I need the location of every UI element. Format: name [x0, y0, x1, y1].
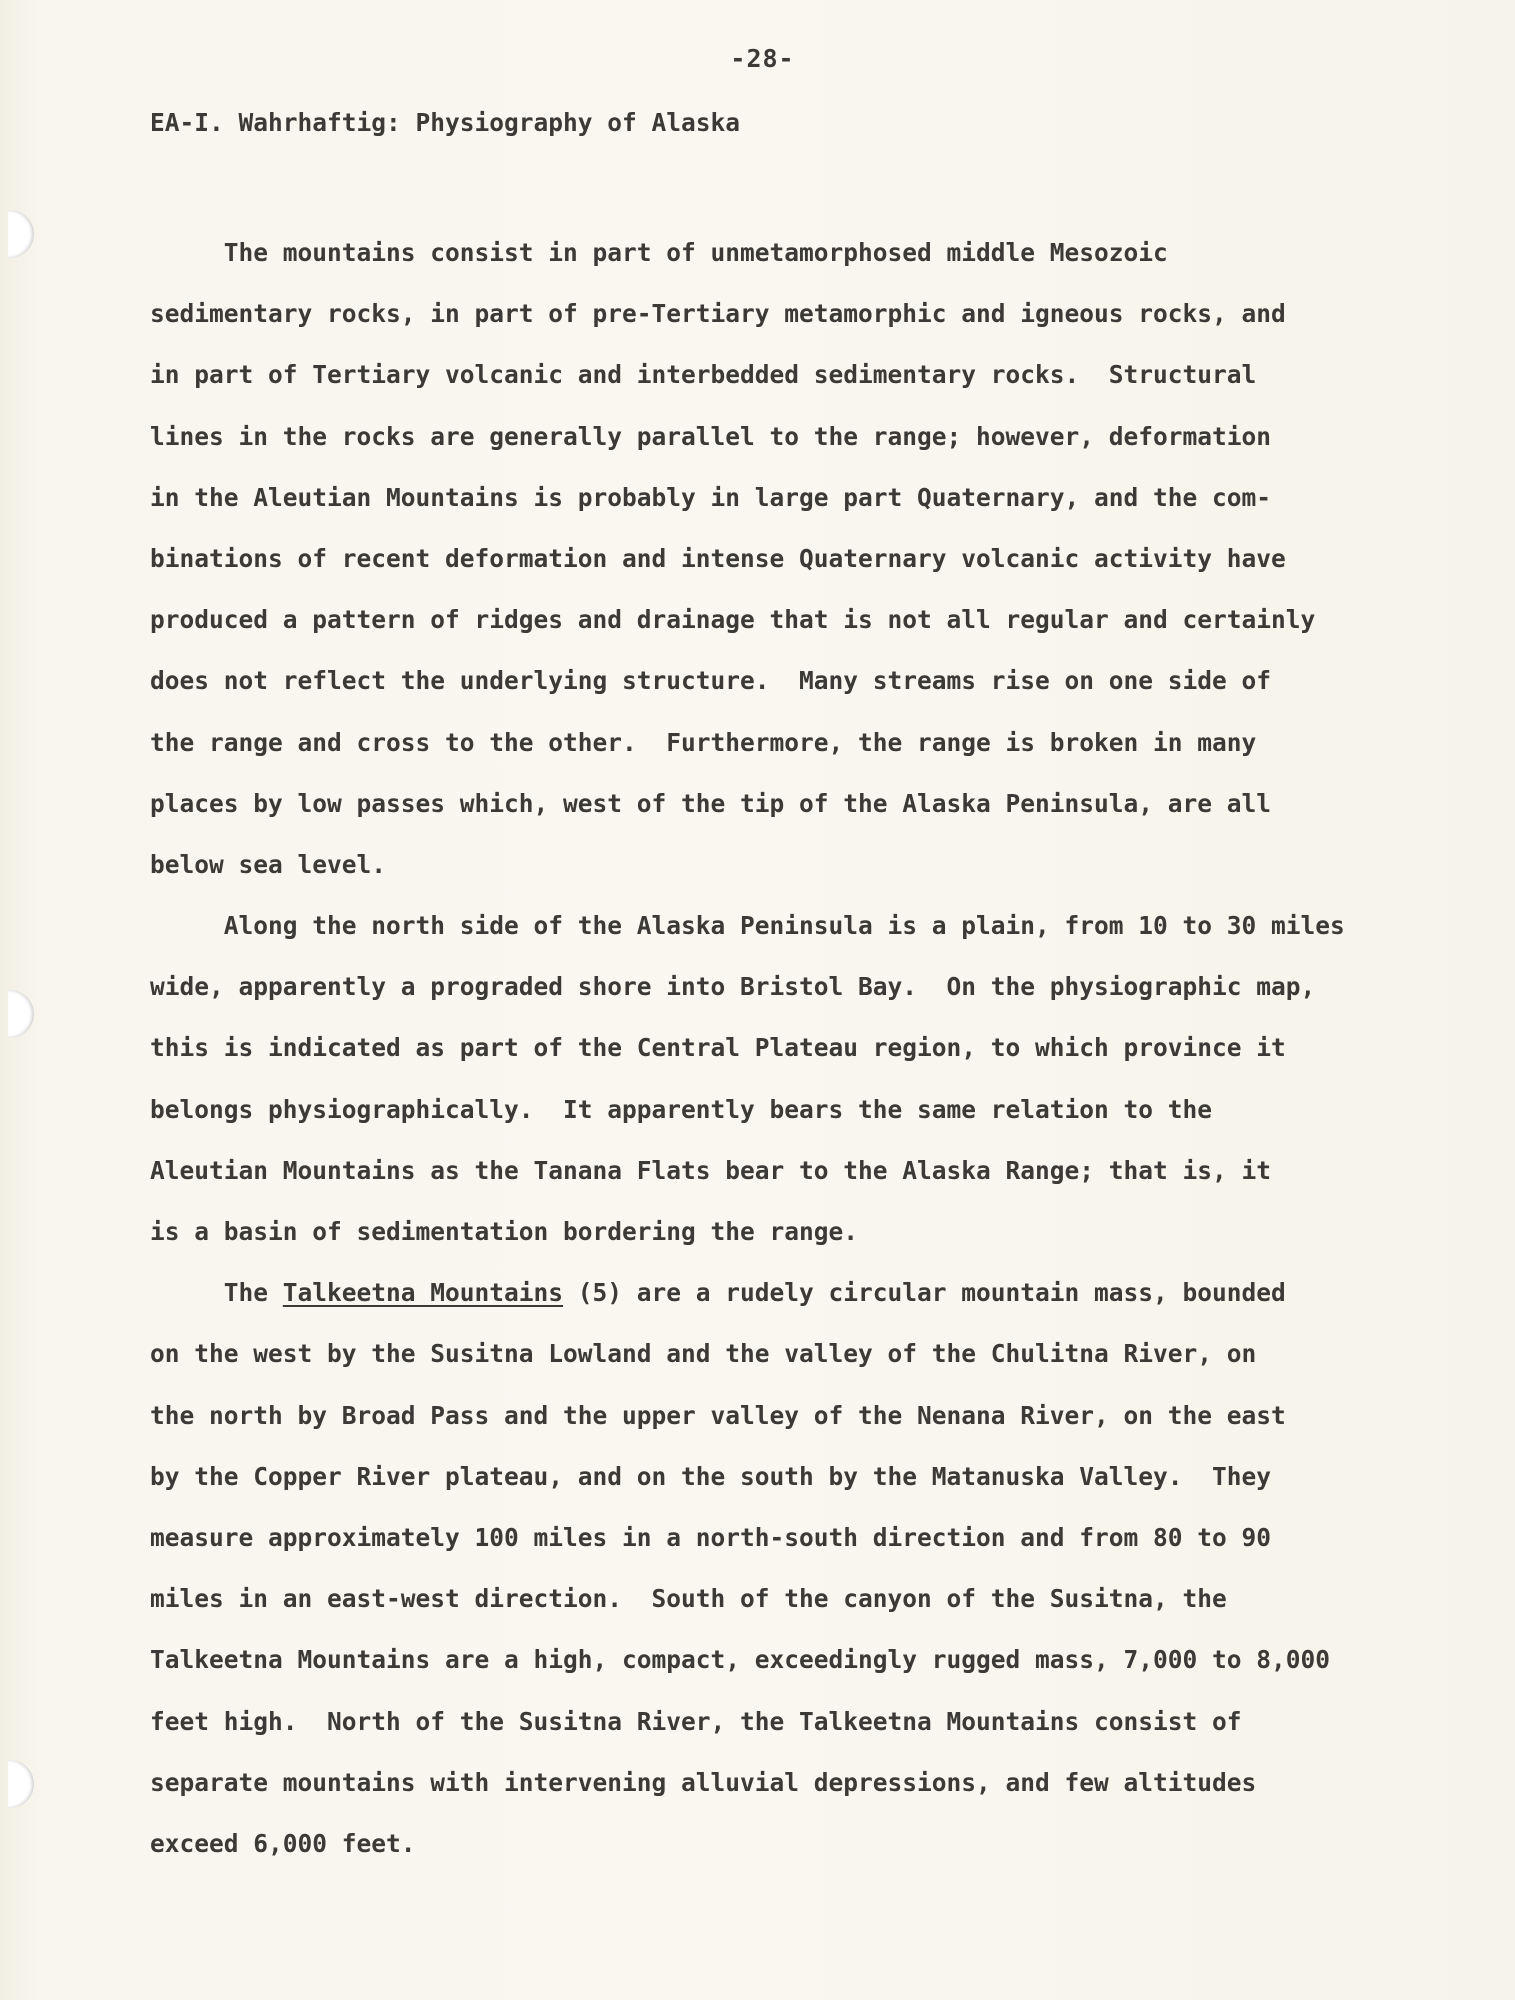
text-line: places by low passes which, west of the tip of the Alaska Peninsula, are all [150, 788, 1272, 818]
text-line: belongs physiographically. It apparently bears the same relation to the [150, 1094, 1213, 1124]
text-suffix: (5) are a rudely circular mountain mass, bounded [563, 1278, 1286, 1308]
text-line: Aleutian Mountains as the Tanana Flats bear to the Alaska Range; that is, it [150, 1155, 1272, 1185]
text-line: binations of recent deformation and intense Quaternary volcanic activity have [150, 543, 1286, 573]
text-line: separate mountains with intervening alluvial depressions, and few altitudes [150, 1767, 1257, 1797]
text-line: produced a pattern of ridges and drainage that is not all regular and certainly [150, 605, 1316, 635]
text-line: wide, apparently a prograded shore into Bristol Bay. On the physiographic map, [150, 972, 1316, 1002]
text-line: the range and cross to the other. Furthermore, the range is broken in many [150, 727, 1257, 757]
text-line: the north by Broad Pass and the upper valley of the Nenana River, on the east [150, 1400, 1286, 1430]
text-line-first [150, 1262, 1400, 1323]
text-line: Along the north side of the Alaska Peninsula is a plain, from 10 to 30 miles [150, 911, 1345, 941]
text-line: in part of Tertiary volcanic and interbedded sedimentary rocks. Structural [150, 360, 1257, 390]
page-number: -28- [730, 44, 795, 73]
underlined-term: Talkeetna Mountains [282, 1278, 564, 1308]
text-line: feet high. North of the Susitna River, the Talkeetna Mountains consist of [150, 1706, 1242, 1736]
document-header: EA-I. Wahrhaftig: Physiography of Alaska [150, 108, 741, 137]
paragraph-1 [150, 222, 1400, 895]
body-text [150, 222, 1400, 1874]
text-line: by the Copper River plateau, and on the south by the Matanuska Valley. They [150, 1461, 1272, 1491]
text-line: below sea level. [150, 849, 387, 879]
text-line: Talkeetna Mountains are a high, compact, exceedingly rugged mass, 7,000 to 8,000 [150, 1645, 1331, 1675]
text-line: is a basin of sedimentation bordering the range. [150, 1217, 859, 1246]
text-line: does not reflect the underlying structure. Many streams rise on one side of [150, 666, 1272, 696]
punch-hole-bottom [8, 1760, 34, 1808]
text-line: lines in the rocks are generally parallel to the range; however, deformation [150, 421, 1272, 451]
text-line: The mountains consist in part of unmetamorphosed middle Mesozoic [150, 238, 1168, 267]
paragraph-2 [150, 895, 1400, 1262]
paragraph-3 [150, 1262, 1400, 1874]
text-line: exceed 6,000 feet. [150, 1828, 416, 1858]
text-line: measure approximately 100 miles in a north-south direction and from 80 to 90 [150, 1522, 1272, 1552]
text-line: in the Aleutian Mountains is probably in large part Quaternary, and the com- [150, 482, 1272, 512]
text-prefix: The [150, 1278, 283, 1308]
text-line: sedimentary rocks, in part of pre-Tertiary metamorphic and igneous rocks, and [150, 299, 1286, 329]
text-line: miles in an east-west direction. South of the canyon of the Susitna, the [150, 1584, 1227, 1614]
text-line: this is indicated as part of the Central Plateau region, to which province it [150, 1033, 1286, 1063]
text-line: on the west by the Susitna Lowland and the valley of the Chulitna River, on [150, 1339, 1257, 1369]
punch-hole-top [8, 210, 34, 258]
punch-hole-middle [8, 990, 34, 1038]
